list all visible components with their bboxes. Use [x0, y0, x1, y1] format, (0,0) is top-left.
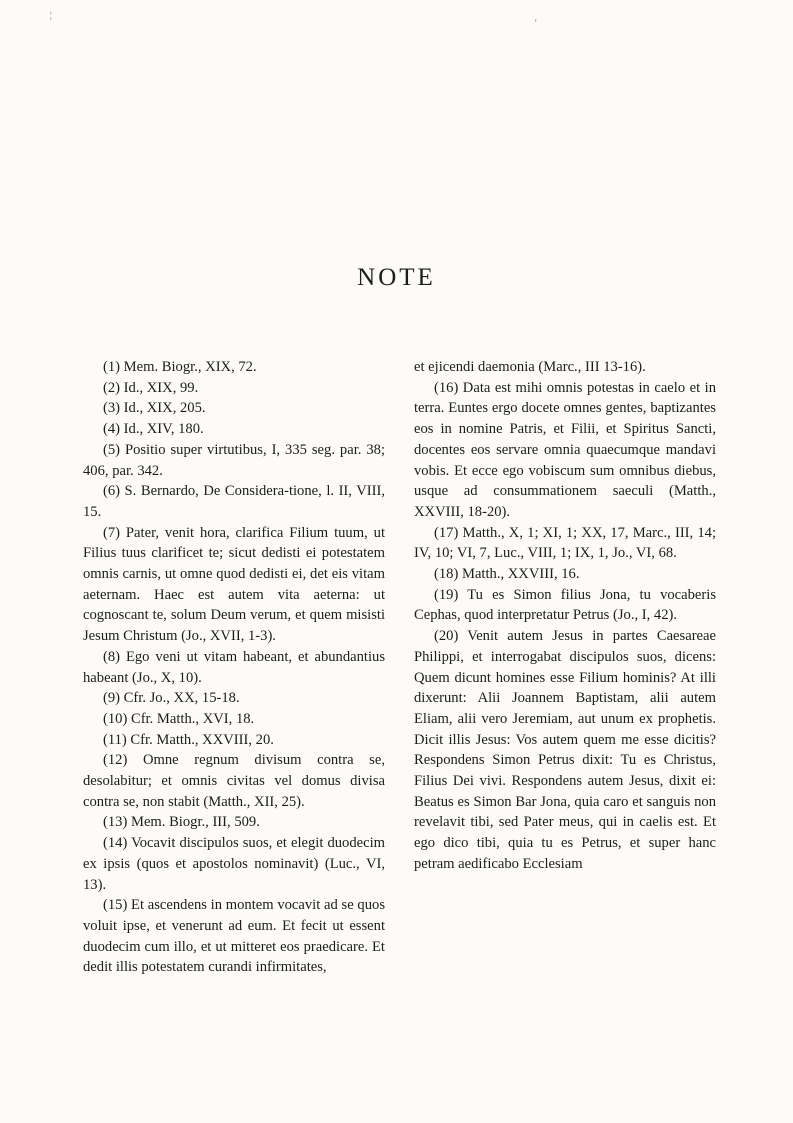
note-entry: (3) Id., XIX, 205. — [103, 400, 206, 417]
note-entry: (12) Omne regnum divisum contra se, desolabitur; et omnis civitas vel domus divisa contra se, non stabit (Matth., XII, 25). — [83, 752, 385, 810]
note-continuation: et ejicendi daemonia (Marc., III 13-16). — [414, 359, 646, 375]
note-entry: (4) Id., XIV, 180. — [103, 421, 204, 438]
note-entry: (8) Ego veni ut vitam habeant, et abundantius habeant (Jo., X, 10). — [83, 648, 385, 686]
note-entry: (16) Data est mihi omnis potestas in caelo et in terra. Euntes ergo docete omnes gentes, baptizantes eos in nomine Patris, et Filii, et Spiritus Sancti, docentes eos servare omnia quaecumque mandavi vobis. Et ecce ego vobiscum sum omnibus diebus, usque ad consummationem saeculi (Matth., XXVIII, 18-20). — [414, 379, 716, 520]
margin-mark: ¦ — [50, 10, 52, 20]
note-entry: (15) Et ascendens in montem vocavit ad se quos voluit ipse, et venerunt ad eum. Et fecit ut essent duodecim cum illo, et ut mitteret eos praedicare. Et dedit illis potestatem curandi infirmitates, — [83, 897, 385, 976]
note-entry: (9) Cfr. Jo., XX, 15-18. — [103, 690, 240, 707]
notes-column-left — [83, 357, 385, 978]
note-entry: (5) Positio super virtutibus, I, 335 seg. par. 38; 406, par. 342. — [83, 441, 385, 479]
note-entry: (6) S. Bernardo, De Considera-tione, l. II, VIII, 15. — [83, 483, 385, 520]
notes-column-right — [414, 357, 716, 875]
note-entry: (14) Vocavit discipulos suos, et elegit duodecim ex ipsis (quos et apostolos nominavit) (Luc., VI, 13). — [83, 835, 385, 893]
page-title: NOTE — [357, 264, 436, 291]
note-entry: (1) Mem. Biogr., XIX, 72. — [103, 359, 257, 375]
note-entry: (20) Venit autem Jesus in partes Caesareae Philippi, et interrogabat discipulos suos, dicens: Quem dicunt homines esse Filium hominis? At illi dixerunt: Alii Joannem Baptistam, alii autem Eliam, alii vero Jeremiam, aut unum ex prophetis. Dicit illis Jesus: Vos autem quem me esse dicitis? Respondens Simon Petrus dixit: Tu es Christus, Filius Dei vivi. Respondens autem Jesus, dixit ei: Beatus es Simon Bar Jona, quia caro et sanguis non revelavit tibi, sed Pater meus, qui in caelis est. Et ego dico tibi, quia tu es Petrus, et super hanc petram aedificabo Ecclesiam — [414, 628, 716, 872]
note-entry: (17) Matth., X, 1; XI, 1; XX, 17, Marc., III, 14; IV, 10; VI, 7, Luc., VIII, 1; IX, 1, Jo., VI, 68. — [414, 524, 716, 562]
note-entry: (19) Tu es Simon filius Jona, tu vocaberis Cephas, quod interpretatur Petrus (Jo., I, 42). — [414, 586, 716, 624]
note-entry: (7) Pater, venit hora, clarifica Filium tuum, ut Filius tuus clarificet te; sicut dedisti ei potestatem omnis carnis, ut omne quod dedisti ei, det eis vitam aeternam. Haec est autem vita aeterna: ut cognoscant te, solum Deum verum, et quem misisti Jesum Christum (Jo., XVII, 1-3). — [83, 524, 385, 645]
margin-mark: ' — [535, 18, 537, 28]
note-entry: (13) Mem. Biogr., III, 509. — [103, 814, 260, 831]
note-entry: (2) Id., XIX, 99. — [103, 379, 199, 396]
note-entry: (10) Cfr. Matth., XVI, 18. — [103, 710, 255, 727]
note-entry: (11) Cfr. Matth., XXVIII, 20. — [103, 731, 274, 748]
note-entry: (18) Matth., XXVIII, 16. — [434, 566, 580, 583]
